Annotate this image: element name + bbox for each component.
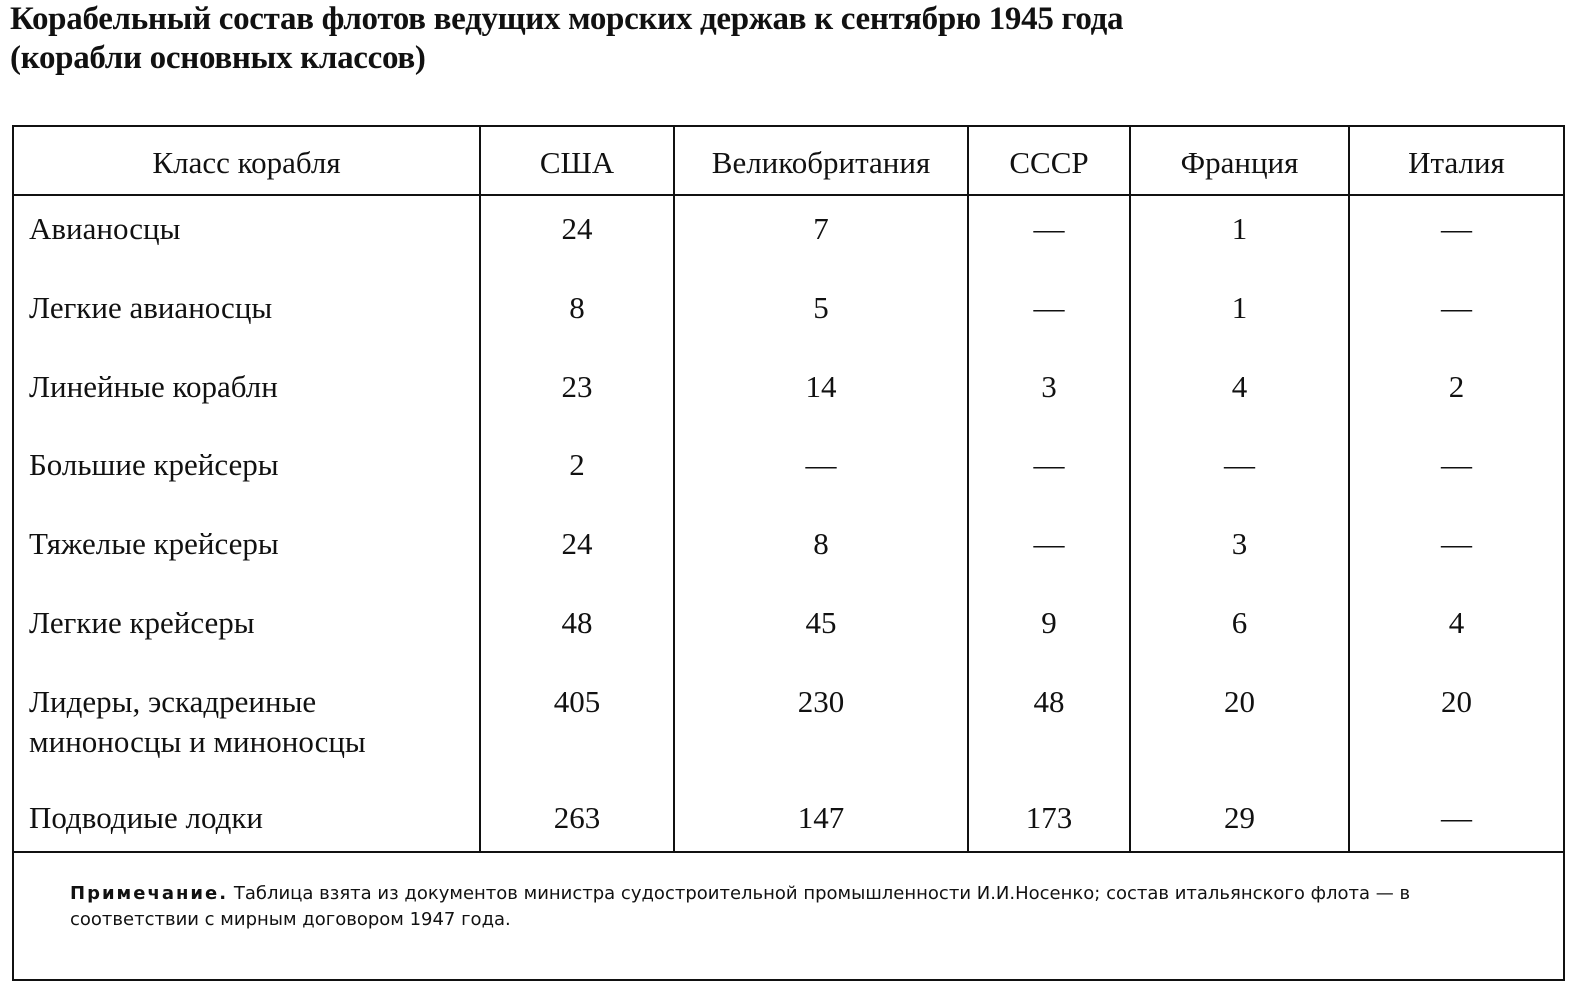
- header-usa: США: [539, 145, 615, 180]
- header-ship-class: Класс корабля: [152, 145, 341, 180]
- cell-usa: 405: [553, 684, 601, 719]
- cell-france: 1: [1231, 211, 1248, 246]
- row-class-label: Большие крейсеры: [29, 447, 279, 482]
- row-class-label: Подводиые лодки: [29, 800, 263, 835]
- cell-great-britain: 147: [797, 800, 845, 835]
- header-great-britain: Великобритания: [711, 145, 931, 180]
- cell-france: 6: [1231, 605, 1248, 640]
- note-label: Примечание.: [70, 883, 229, 904]
- note-text: Таблица взята из документов министра судостроительной промышленности И.И.Носенко; состав итальянского флота — в соответствии с мирным договором 1947 года.: [70, 883, 1411, 930]
- table-note: [70, 881, 1540, 933]
- cell-great-britain: 7: [813, 211, 829, 246]
- header-italy: Италия: [1408, 145, 1505, 180]
- cell-usa: 24: [561, 526, 593, 561]
- cell-france: —: [1224, 447, 1255, 482]
- row-class-label: Легкие авианосцы: [29, 290, 273, 325]
- cell-france: 20: [1224, 684, 1255, 719]
- fleet-table: [12, 125, 1565, 981]
- header-divider: [14, 194, 1563, 196]
- cell-france: 4: [1231, 369, 1248, 404]
- cell-usa: 2: [569, 447, 585, 482]
- row-class-label: Авианосцы: [29, 211, 181, 246]
- cell-usa: 263: [553, 800, 601, 835]
- row-class-label-line-2: миноносцы и миноносцы: [29, 724, 366, 759]
- cell-italy: —: [1441, 211, 1472, 246]
- cell-ussr: 3: [1041, 369, 1057, 404]
- table-bottom-divider: [14, 851, 1563, 853]
- cell-ussr: —: [1033, 290, 1065, 325]
- cell-ussr: —: [1033, 211, 1065, 246]
- cell-ussr: —: [1033, 526, 1065, 561]
- cell-great-britain: 14: [805, 369, 837, 404]
- cell-italy: —: [1441, 290, 1472, 325]
- document-title: [10, 0, 1570, 78]
- row-class-label: Линейные кораблн: [29, 369, 278, 404]
- row-class-label: Тяжелые крейсеры: [29, 526, 279, 561]
- row-class-label-line-1: Лидеры, эскадреиные: [29, 684, 317, 719]
- cell-usa: 48: [561, 605, 593, 640]
- title-line-2: (корабли основных классов): [10, 40, 426, 76]
- cell-ussr: 9: [1041, 605, 1057, 640]
- cell-italy: —: [1441, 526, 1472, 561]
- cell-italy: 4: [1448, 605, 1465, 640]
- header-france: Франция: [1180, 145, 1299, 180]
- cell-usa: 8: [569, 290, 585, 325]
- header-ussr: СССР: [1009, 145, 1089, 180]
- cell-france: 1: [1231, 290, 1248, 325]
- cell-france: 3: [1231, 526, 1248, 561]
- cell-great-britain: 230: [797, 684, 845, 719]
- cell-italy: —: [1441, 447, 1472, 482]
- cell-great-britain: 5: [813, 290, 829, 325]
- cell-great-britain: —: [805, 447, 837, 482]
- row-class-label: Легкие крейсеры: [29, 605, 255, 640]
- cell-ussr: 173: [1025, 800, 1073, 835]
- title-line-1: Корабельный состав флотов ведущих морских держав к сентябрю 1945 года: [10, 1, 1124, 37]
- cell-italy: 20: [1441, 684, 1472, 719]
- cell-ussr: 48: [1033, 684, 1065, 719]
- cell-great-britain: 45: [805, 605, 837, 640]
- cell-italy: 2: [1448, 369, 1465, 404]
- cell-usa: 24: [561, 211, 593, 246]
- cell-usa: 23: [561, 369, 593, 404]
- cell-italy: —: [1441, 800, 1472, 835]
- cell-great-britain: 8: [813, 526, 829, 561]
- cell-france: 29: [1224, 800, 1255, 835]
- cell-ussr: —: [1033, 447, 1065, 482]
